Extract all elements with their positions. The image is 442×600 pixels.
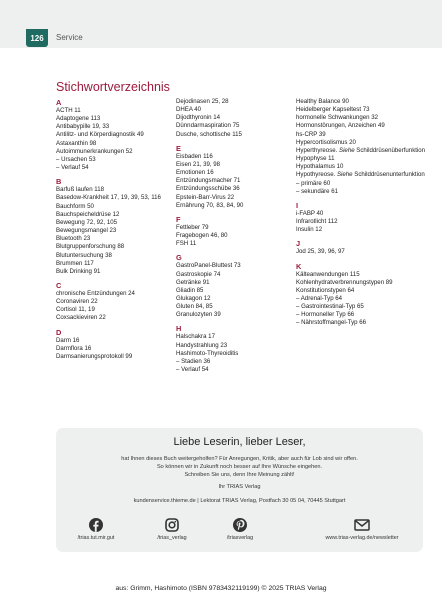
index-entry: Entzündungsmacher 71 — [176, 177, 241, 185]
index-entry: Basedow-Krankheit 17, 19, 39, 53, 116 — [56, 194, 161, 202]
index-entry: Konstitutionstypen 64 — [296, 286, 355, 294]
contact-line[interactable]: kundenservice.thieme.de | Lektorat TRIAS Verlag, Postfach 30 05 04, 70445 Stuttgart — [133, 498, 346, 504]
index-entry: Bewegungsmangel 23 — [56, 227, 117, 235]
index-letter: J — [296, 239, 301, 249]
feedback-line: So können wir in Zukunft noch besser auf Ihre Wünsche eingehen. — [156, 464, 323, 470]
reader-feedback-box — [56, 428, 423, 552]
index-entry: Halschakra 17 — [176, 333, 215, 341]
index-entry: Eisen 21, 39, 98 — [176, 160, 221, 168]
index-entry: – Stadien 36 — [176, 357, 211, 365]
social-label: www.trias-verlag.de/newsletter — [325, 535, 399, 541]
index-entry: Blutgruppenforschung 88 — [56, 243, 125, 251]
index-entry: Dijodthyronin 14 — [176, 114, 221, 122]
index-entry: Infrarotlicht 112 — [296, 218, 338, 226]
index-entry: – Nährstoffmangel-Typ 66 — [296, 319, 367, 327]
index-entry: Hypothalamus 10 — [296, 163, 344, 171]
index-entry: Gluten 84, 85 — [176, 303, 213, 311]
index-entry-part: Schilddrüsenüberfunktion — [354, 146, 426, 154]
index-entry: Epstein-Barr-Virus 22 — [176, 193, 235, 201]
index-entry: Cortisol 11, 19 — [56, 306, 95, 314]
index-entry: Glukagon 12 — [176, 294, 211, 302]
index-entry: Granulozyten 39 — [176, 311, 221, 319]
index-entry: Hypophyse 11 — [296, 155, 335, 163]
feedback-line: Schreiben Sie uns, denn Ihre Meinung zählt! — [184, 472, 295, 478]
newsletter-link[interactable] — [302, 518, 422, 541]
index-letter: D — [56, 327, 62, 337]
index-entry: – Adrenal-Typ 64 — [296, 294, 343, 302]
index-entry: Adaptogene 113 — [56, 115, 101, 123]
index-entry: Hashimoto-Thyreoiditis — [176, 349, 239, 357]
index-entry: – Ursachen 53 — [56, 155, 96, 163]
index-title: Stichwortverzeichnis — [56, 80, 170, 94]
index-entry-part: Hyperthyreose. — [296, 146, 340, 154]
index-entry: Barfuß laufen 118 — [56, 186, 104, 194]
index-entry: Antibabypille 19, 33 — [56, 123, 110, 131]
index-entry: Dünndarmaspiration 75 — [176, 122, 240, 130]
page-number: 126 — [26, 29, 48, 47]
index-column-1 — [56, 98, 172, 361]
index-entry: – Verlauf 54 — [176, 366, 209, 374]
index-entry: – primäre 60 — [296, 179, 331, 187]
index-entry: Ernährung 70, 83, 84, 90 — [176, 201, 244, 209]
facebook-icon — [89, 518, 103, 532]
index-entry: DHEA 40 — [176, 106, 202, 114]
index-entry: Eisbaden 116 — [176, 152, 213, 160]
index-entry: Blutuntersuchung 38 — [56, 251, 112, 259]
index-entry: Dejodinasen 25, 28 — [176, 98, 229, 105]
index-entry: Bulk Drinking 91 — [56, 267, 101, 275]
social-pinterest[interactable] — [204, 518, 276, 541]
index-entry: Getränke 91 — [176, 278, 210, 286]
index-entry: Gastroskopie 74 — [176, 270, 221, 278]
index-entry: – Hormoneller Typ 66 — [296, 311, 355, 319]
social-label: /trias_verlag — [157, 535, 187, 541]
index-entry: GastroPanel-Bluttest 73 — [176, 262, 241, 270]
pinterest-icon — [233, 518, 247, 532]
index-entry: Heidelberger Kapseltest 73 — [296, 106, 370, 114]
mail-icon — [354, 518, 370, 532]
index-entry-part: Siehe — [339, 146, 355, 154]
social-label: /trias.tut.mir.gut — [77, 535, 115, 541]
index-entry: – sekundäre 61 — [296, 187, 339, 195]
index-entry: hormonelle Schwankungen 32 — [296, 114, 378, 122]
index-entry: Coxsackieviren 22 — [56, 314, 106, 322]
social-label: /triasverlag — [226, 535, 254, 541]
index-entry-part: Siehe — [336, 171, 353, 179]
index-entry: i-FABP 40 — [296, 209, 324, 217]
index-entry: chronische Entzündungen 24 — [56, 289, 135, 297]
page-header — [0, 0, 442, 48]
index-entry: Emotionen 16 — [176, 169, 214, 177]
index-entry — [296, 147, 426, 155]
index-entry: Kohlenhydratverbrennungstypen 89 — [296, 278, 393, 286]
index-entry: Bauchspeicheldrüse 12 — [56, 210, 120, 218]
index-entry: Coronaviren 22 — [56, 298, 98, 306]
index-entry: Kälteanwendungen 115 — [296, 270, 360, 278]
index-entry: Brummen 117 — [56, 259, 94, 267]
index-entry: Darm 16 — [56, 336, 80, 344]
index-letter: G — [176, 253, 182, 263]
index-letter: H — [176, 324, 182, 334]
index-entry: Bauchform 50 — [56, 202, 94, 210]
index-entry: Dusche, schottische 115 — [176, 130, 242, 138]
index-entry: Autoimmunerkrankungen 52 — [56, 147, 133, 155]
index-letter: I — [296, 200, 299, 210]
index-column-2 — [176, 98, 292, 374]
index-entry: Hormonstörungen, Anzeichen 49 — [296, 122, 385, 130]
index-entry: Bewegung 72, 92, 105 — [56, 218, 117, 226]
feedback-line: hat Ihnen dieses Buch weitergeholfen? Für Anregungen, Kritik, aber auch für Lob sind wir offen. — [121, 456, 358, 462]
section-label: Service — [56, 33, 83, 42]
index-entry: Healthy Balance 90 — [296, 98, 349, 105]
feedback-text — [70, 455, 409, 479]
index-entry: – Verlauf 54 — [56, 164, 89, 172]
index-letter: A — [56, 98, 62, 107]
index-column-3 — [296, 98, 426, 328]
social-instagram[interactable] — [136, 518, 208, 541]
index-entry: – Gastrointestinal-Typ 65 — [296, 303, 364, 311]
index-entry: Fragebogen 46, 80 — [176, 232, 228, 240]
index-entry: Antilitz- und Körperdiagnostik 49 — [56, 131, 144, 139]
index-letter: C — [56, 280, 62, 290]
index-entry: Darmsanierungsprotokoll 99 — [56, 352, 133, 360]
index-entry-part: Schilddrüsenunterfunktion — [352, 171, 425, 179]
index-entry: Bluetooth 23 — [56, 235, 91, 243]
index-entry: Insulin 12 — [296, 226, 323, 234]
index-entry: Astaxanthin 98 — [56, 139, 97, 147]
social-facebook[interactable] — [60, 518, 132, 541]
index-entry: Gliadin 85 — [176, 286, 204, 294]
feedback-signature: Ihr TRIAS Verlag — [218, 484, 261, 490]
index-entry: FSH 11 — [176, 240, 197, 248]
index-entry: Jod 25, 39, 96, 97 — [296, 248, 345, 256]
feedback-title: Liebe Leserin, lieber Leser, — [173, 436, 306, 448]
index-entry: Hypercortisolismus 20 — [296, 138, 356, 146]
index-entry — [296, 171, 426, 179]
index-letter: E — [176, 143, 181, 153]
source-footer: aus: Grimm, Hashimoto (ISBN 9783432119199) © 2025 TRIAS Verlag — [115, 585, 327, 592]
index-entry: Handystrahlung 23 — [176, 341, 228, 349]
index-entry: Fettleber 79 — [176, 223, 209, 231]
index-entry: Entzündungsschübe 36 — [176, 185, 240, 193]
index-letter: K — [296, 261, 302, 271]
index-entry-part: Hypothyreose. — [296, 171, 337, 179]
index-letter: F — [176, 214, 181, 224]
index-entry: ACTH 11 — [56, 107, 81, 114]
index-entry: hs-CRP 39 — [296, 130, 326, 138]
index-entry: Darmflora 16 — [56, 344, 92, 352]
instagram-icon — [165, 518, 179, 532]
index-letter: B — [56, 177, 62, 187]
